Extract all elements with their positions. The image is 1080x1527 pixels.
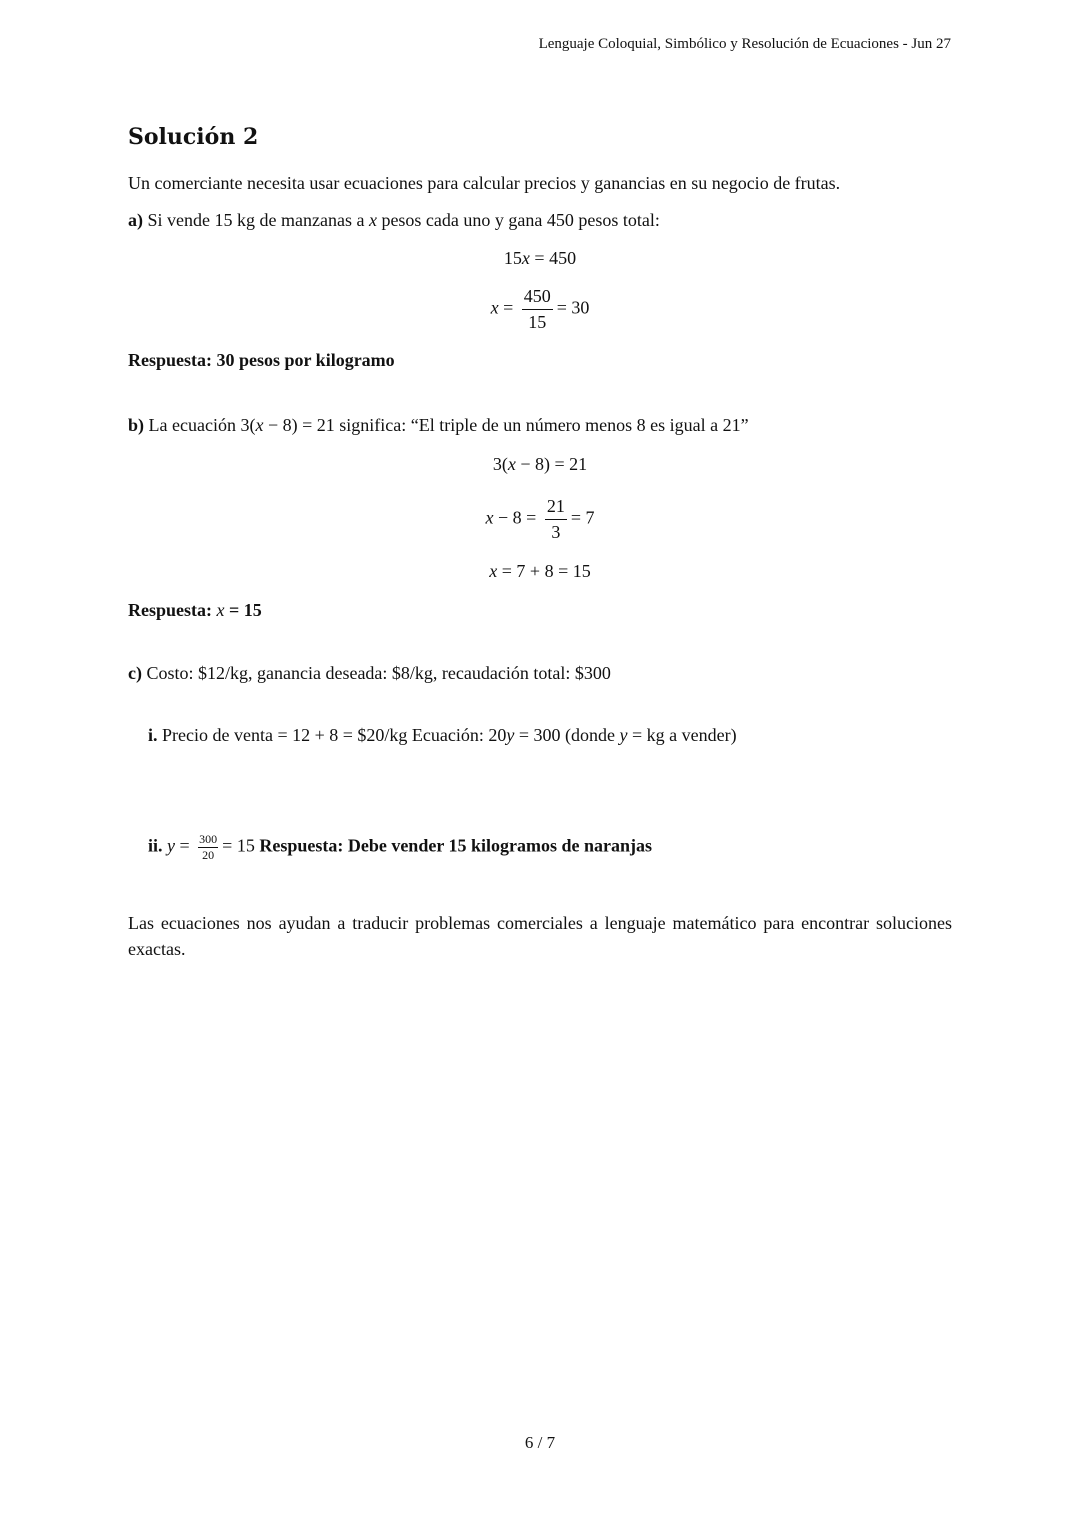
part-b-text-2: − 8) = 21 significa: “El triple de un número menos 8 es igual a 21” [263, 415, 749, 435]
part-c-item-i [148, 725, 737, 746]
part-c-item-ii-result: = 15 [222, 835, 260, 856]
part-a-answer-text: Respuesta: 30 pesos por kilogramo [128, 350, 395, 370]
part-c-item-ii [148, 832, 652, 863]
part-b-answer-label: Respuesta: [128, 600, 217, 620]
part-a-label: a) [128, 210, 143, 230]
part-a-text-2: pesos cada uno y gana 450 pesos total: [376, 210, 660, 230]
part-c-item-ii-eq: = [175, 835, 195, 856]
part-a-eq2-result: = 30 [556, 297, 590, 318]
part-a-var: x [368, 210, 377, 230]
part-a-frac-den: 15 [528, 312, 547, 332]
conclusion-paragraph: Las ecuaciones nos ayudan a traducir problemas comerciales a lenguaje matemático para encontrar soluciones exactas. [128, 913, 952, 959]
part-a-equation-2 [0, 286, 1080, 333]
part-b-answer-rest: = 15 [224, 600, 262, 620]
part-b-var: x [255, 415, 264, 435]
part-a-eq2-eq: = [498, 297, 518, 318]
part-c-item-i-text-1: Precio de venta = 12 + 8 = $20/kg Ecuación: 20 [157, 725, 507, 745]
part-b-answer [128, 600, 262, 621]
running-header: Lenguaje Coloquial, Simbólico y Resolución de Ecuaciones - Jun 27 [538, 36, 951, 52]
part-a-equation-1 [0, 248, 1080, 269]
part-c-item-ii-frac-num: 300 [199, 832, 218, 846]
part-b-eq2-pre: − 8 = [493, 507, 541, 528]
part-b-frac-num: 21 [545, 496, 567, 520]
part-a-fraction [522, 286, 553, 333]
part-c-item-ii-label: ii. [148, 835, 163, 856]
part-a-text-1: Si vende 15 kg de manzanas a [143, 210, 369, 230]
part-c-item-i-text-2: = 300 (donde [514, 725, 620, 745]
part-b-equation-1 [0, 454, 1080, 475]
part-b-eq2-var: x [485, 507, 494, 528]
part-a-eq1-rest: = 450 [529, 248, 577, 268]
part-b-equation-2 [0, 496, 1080, 543]
part-b-fraction [545, 496, 567, 543]
part-a-eq1-coef: 15 [503, 248, 522, 268]
part-b-equation-3 [0, 561, 1080, 582]
part-c-statement [128, 663, 611, 684]
part-a-eq2-var: x [490, 297, 499, 318]
part-c-item-ii-answer: Respuesta: Debe vender 15 kilogramos de naranjas [259, 835, 652, 856]
part-b-statement [128, 415, 749, 436]
part-c-label: c) [128, 663, 142, 683]
part-c-text: Costo: $12/kg, ganancia deseada: $8/kg, recaudación total: $300 [141, 663, 611, 683]
part-b-eq3-var: x [489, 561, 498, 581]
part-b-eq1-var: x [507, 454, 516, 474]
part-b-answer-var: x [216, 600, 225, 620]
section-title: Solución 2 [128, 124, 259, 150]
part-a-frac-num: 450 [522, 286, 553, 310]
part-a-eq1-var: x [521, 248, 530, 268]
page-number: 6 / 7 [524, 1433, 556, 1452]
part-b-eq2-result: = 7 [570, 507, 595, 528]
part-a-answer [128, 350, 395, 371]
part-c-item-i-label: i. [148, 725, 158, 745]
part-b-frac-den: 3 [551, 522, 561, 542]
part-a-statement [128, 210, 660, 231]
part-b-eq3-rest: = 7 + 8 = 15 [497, 561, 591, 581]
intro-paragraph: Un comerciante necesita usar ecuaciones para calcular precios y ganancias en su negocio de frutas. [128, 173, 841, 193]
part-b-label: b) [128, 415, 145, 435]
part-b-text-1: La ecuación 3( [144, 415, 256, 435]
part-c-item-i-text-3: = kg a vender) [627, 725, 737, 745]
part-b-eq1-pre: 3( [492, 454, 508, 474]
part-c-item-ii-fraction [198, 832, 218, 863]
part-c-item-i-var: y [506, 725, 515, 745]
part-b-eq1-post: − 8) = 21 [515, 454, 588, 474]
part-c-item-ii-frac-den: 20 [202, 848, 215, 862]
part-c-item-i-var-2: y [619, 725, 628, 745]
part-c-item-ii-var: y [167, 835, 176, 856]
